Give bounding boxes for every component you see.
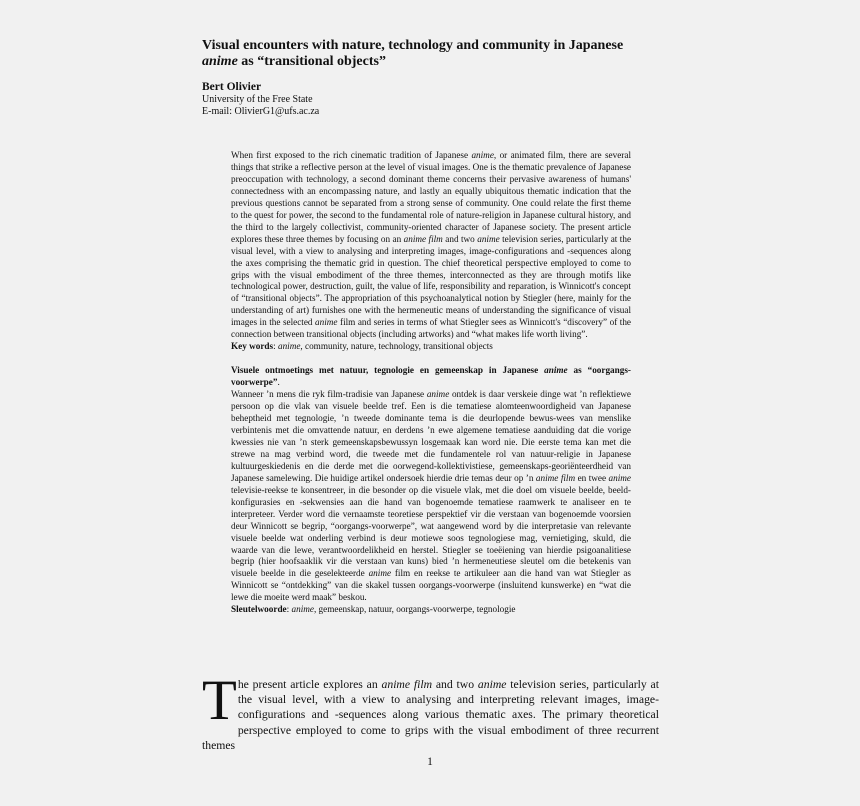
keywords-label: Key words bbox=[231, 341, 274, 352]
afrikaans-title bbox=[231, 365, 631, 389]
afrikaans-text: en twee bbox=[575, 472, 609, 483]
keywords-list: , community, nature, technology, transitional objects bbox=[300, 341, 493, 352]
paper-title bbox=[202, 38, 672, 70]
afrikaans-italic: anime film bbox=[535, 472, 576, 483]
body-text-span: and two bbox=[432, 678, 478, 691]
abstract-text: film and series in terms of what Stiegler sees as Winnicott's “discovery” of the connection between transitional objects (including artworks) and “what makes life worth living”. bbox=[231, 317, 631, 340]
afrikaans-title-text: Visuele ontmoetings met natuur, tegnologie en gemeenskap in Japanese bbox=[231, 365, 545, 376]
abstract-italic: anime bbox=[315, 317, 338, 328]
author-block bbox=[202, 80, 602, 118]
english-abstract bbox=[231, 150, 631, 341]
abstract-italic: anime bbox=[477, 233, 500, 244]
sleutelwoorde-list: , gemeenskap, natuur, oorgangs-voorwerpe, tegnologie bbox=[313, 604, 516, 615]
intro-paragraph bbox=[202, 669, 659, 753]
afrikaans-keywords bbox=[231, 604, 631, 616]
paper-title-line2: as “transitional objects” bbox=[237, 54, 386, 69]
afrikaans-title-text: as “oorgangs-voorwerpe” bbox=[231, 365, 631, 388]
page-number: 1 bbox=[427, 756, 433, 768]
body-text-span: television series, particularly at the visual level, with a view to analysing and interpreting relevant images, image-configurations and -sequences along various thematic axes. The primary theoretical perspective employed to come to grips with the visual embodiment of three recurrent themes bbox=[202, 678, 659, 752]
keywords-italic: anime bbox=[277, 341, 301, 352]
afrikaans-text: ontdek is daar verskeie dinge wat ’n reflektiewe persoon op die vlak van visuele beelde tref. Een is die tematiese alomteenwoordigheid van Japanese beheptheid met tegnologie, ’n tweede dominante tema is die deurlopende bewus-wees van menslike verbintenis met die omvattende natuur, en derdens ’n ewe algemene tematiese aanduiding dat die vorige kwessies nie van ’n sterk gemeenskapsbewussyn losgemaak kan word nie. Die eerste tema kan met die strewe na mag verbind word, die tweede met die fundamentele rol van natuur-religie in Japanese kultuurgeskiedenis en die derde met die oorwegend-kollektivistiese, gemeenskaps-georiënteerdheid van Japanese samelewing. Die huidige artikel ondersoek hierdie drie temas deur op ’n bbox=[231, 389, 632, 483]
abstract-text: When first exposed to the rich cinematic tradition of Japanese bbox=[231, 150, 472, 160]
afrikaans-italic: anime bbox=[426, 389, 450, 400]
section-gap bbox=[231, 353, 631, 365]
afrikaans-italic: anime bbox=[608, 472, 631, 483]
keywords-sep: : bbox=[286, 604, 292, 615]
sleutelwoorde-label: Sleutelwoorde bbox=[231, 604, 287, 615]
afrikaans-abstract bbox=[231, 389, 631, 604]
afrikaans-text: film en reekse te artikuleer aan die hand van wat Stiegler as Winnicott se “ontdekking” van die skakel tussen oorgangs-voorwerpe (insluitend kunswerke) en “wat die lewe die moeite werd maak” beskou. bbox=[231, 568, 632, 603]
abstract-italic: anime film bbox=[403, 233, 443, 244]
body-text bbox=[202, 669, 659, 753]
afrikaans-title-period: . bbox=[277, 377, 280, 388]
paper-title-anime: anime bbox=[202, 54, 238, 69]
keywords-italic: anime bbox=[291, 604, 314, 615]
abstract-text: television series, particularly at the visual level, with a view to analysing and interpreting images, image-configurations and -sequences along the axes comprising the thematic grid in question. The chief theoretical perspective employed to come to grips with the visual embodiment of the three themes, interconnected as they are through motifs like technological power, destruction, guilt, the value of life, responsibility and reparation, is Winnicott's concept of “transitional objects”. The appropriation of this psychoanalytical notion by Stiegler (here, mainly for the understanding of art) furnishes one with the hermeneutic means of understanding the significance of visual images in the selected bbox=[231, 233, 632, 328]
body-italic: anime film bbox=[381, 678, 433, 691]
author-name: Bert Olivier bbox=[202, 81, 262, 93]
abstract-section bbox=[231, 150, 631, 616]
drop-cap: T bbox=[202, 669, 237, 732]
abstract-text: and two bbox=[442, 233, 478, 244]
paper-title-line1: Visual encounters with nature, technology and community in Japanese bbox=[202, 38, 624, 53]
english-keywords bbox=[231, 341, 631, 353]
author-email: E-mail: OlivierG1@ufs.ac.za bbox=[202, 106, 320, 117]
afrikaans-text: Wanneer ’n mens die ryk film-tradisie van Japanese bbox=[231, 389, 427, 400]
body-text-span: he present article explores an bbox=[237, 678, 382, 691]
afrikaans-text: televisie-reekse te konsentreer, in die besonder op die visuele vlak, met die doel om visuele beelde, beeld-konfigurasies en -sekwensies aan die hand van bogenoemde tematiese raamwerk te analiseer en te interpreteer. Verder word die vernaamste teoretiese perspektief vir die verstaan van bogenoemde voorsien deur Winnicott se begrip, “oorgangs-voorwerpe”, wat aangewend word by die interpretasie van relevante visuele beelde wat onderling verbind is deur motiewe soos tegnologiese mag, vernietiging, skuld, die waarde van die lewe, verantwoordelikheid en herstel. Stiegler se toeëiening van hierdie psigoanalitiese begrip (hier hoofsaaklik vir die verstaan van kuns) bied ’n hermeneutiese sleutel om die betekenis van visuele beelde in die geselekteerde bbox=[231, 484, 631, 579]
abstract-italic: anime bbox=[471, 150, 494, 160]
abstract-text: , or animated film, there are several things that strike a reflective person at the level of visual images. One is the thematic prevalence of Japanese preoccupation with technology, a second dominant theme concerns their pervasive awareness of humans' connectedness with an encompassing nature, and lastly an equally ubiquitous thematic indication that the previous questions cannot be separated from a strong sense of community. One could relate the first theme to the quest for power, the second to the fundamental role of nature-religion in Japanese cultural history, and the third to the largely collectivist, community-oriented character of Japanese society. The present article explores these three themes by focusing on an bbox=[231, 150, 631, 244]
afrikaans-title-italic: anime bbox=[544, 365, 568, 376]
body-italic: anime bbox=[477, 678, 507, 691]
author-affiliation: University of the Free State bbox=[202, 94, 313, 105]
afrikaans-italic: anime bbox=[368, 568, 392, 579]
keywords-sep: : bbox=[273, 341, 278, 352]
